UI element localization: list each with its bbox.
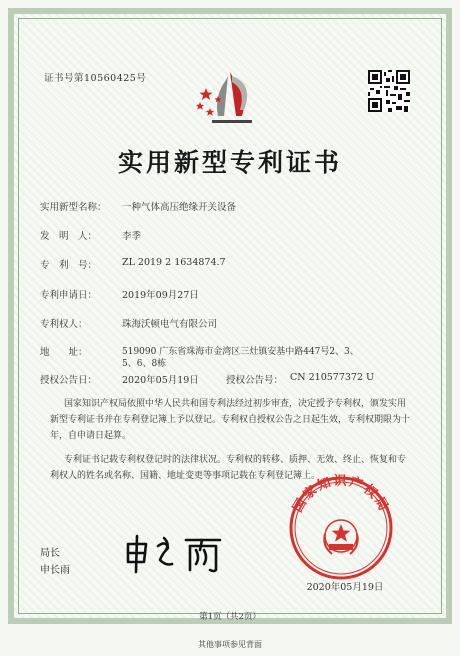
field-value-filing-date: 2019年09月27日 bbox=[122, 290, 199, 301]
field-value-grant-date: 2020年05月19日 bbox=[122, 375, 199, 386]
official-seal-icon bbox=[278, 470, 404, 582]
grant-statement-text: 国家知识产权局依照中华人民共和国专利法经过初步审查，决定授予专利权，颁发实用新型专利证书并在专利登记簿上予以登记。专利权自授权公告之日起生效，专利权期限为十年，自申请日起算。 bbox=[50, 399, 411, 441]
footer-note: 其他事项参见背面 bbox=[198, 640, 262, 649]
field-label-grant-date: 授权公告日： bbox=[40, 375, 98, 386]
field-value-patentee: 珠海沃顿电气有限公司 bbox=[122, 319, 218, 330]
legal-status-text: 专利证书记载专利权登记时的法律状况。专利权的转移、质押、无效、终止、恢复和专利权人的姓名或名称、国籍、地址变更等事项记载在专利登记簿上。 bbox=[50, 455, 407, 481]
certificate-number: 证书号第10560425号 bbox=[44, 73, 147, 84]
page-number: 第1页（共2页） bbox=[199, 612, 261, 622]
field-value-address: 519090 广东省珠海市金湾区三灶镇安基中路447号2、3、 bbox=[122, 347, 359, 357]
certificate-title: 实用新型专利证书 bbox=[117, 148, 342, 177]
chief-title: 局长 bbox=[40, 548, 60, 559]
field-value-name: 一种气体高压绝缘开关设备 bbox=[122, 202, 237, 213]
seal-text: 国家知识产权局 bbox=[290, 474, 392, 516]
qr-code bbox=[368, 70, 410, 112]
field-label-grant-no: 授权公告号： bbox=[226, 375, 284, 386]
grant-statement-paragraph bbox=[50, 396, 412, 444]
field-label-patent-no: 专 利 号： bbox=[40, 260, 98, 271]
field-value-patent-no: ZL 2019 2 1634874.7 bbox=[122, 257, 226, 268]
chief-name: 申长雨 bbox=[40, 565, 70, 576]
field-label-filing-date: 专利申请日： bbox=[40, 290, 98, 301]
signature-image bbox=[120, 532, 230, 576]
cnipa-emblem-icon bbox=[192, 66, 268, 130]
seal-date: 2020年05月19日 bbox=[306, 582, 384, 593]
field-value-grant-no: CN 210577372 U bbox=[290, 372, 375, 383]
field-label-patentee: 专利权人： bbox=[40, 319, 88, 330]
field-label-name: 实用新型名称： bbox=[40, 202, 107, 213]
field-value-address-line2: 5、6、8栋 bbox=[122, 359, 167, 369]
field-label-address: 地 址： bbox=[40, 347, 88, 358]
field-label-inventor: 发 明 人： bbox=[40, 231, 98, 242]
field-value-inventor: 李季 bbox=[122, 231, 142, 242]
